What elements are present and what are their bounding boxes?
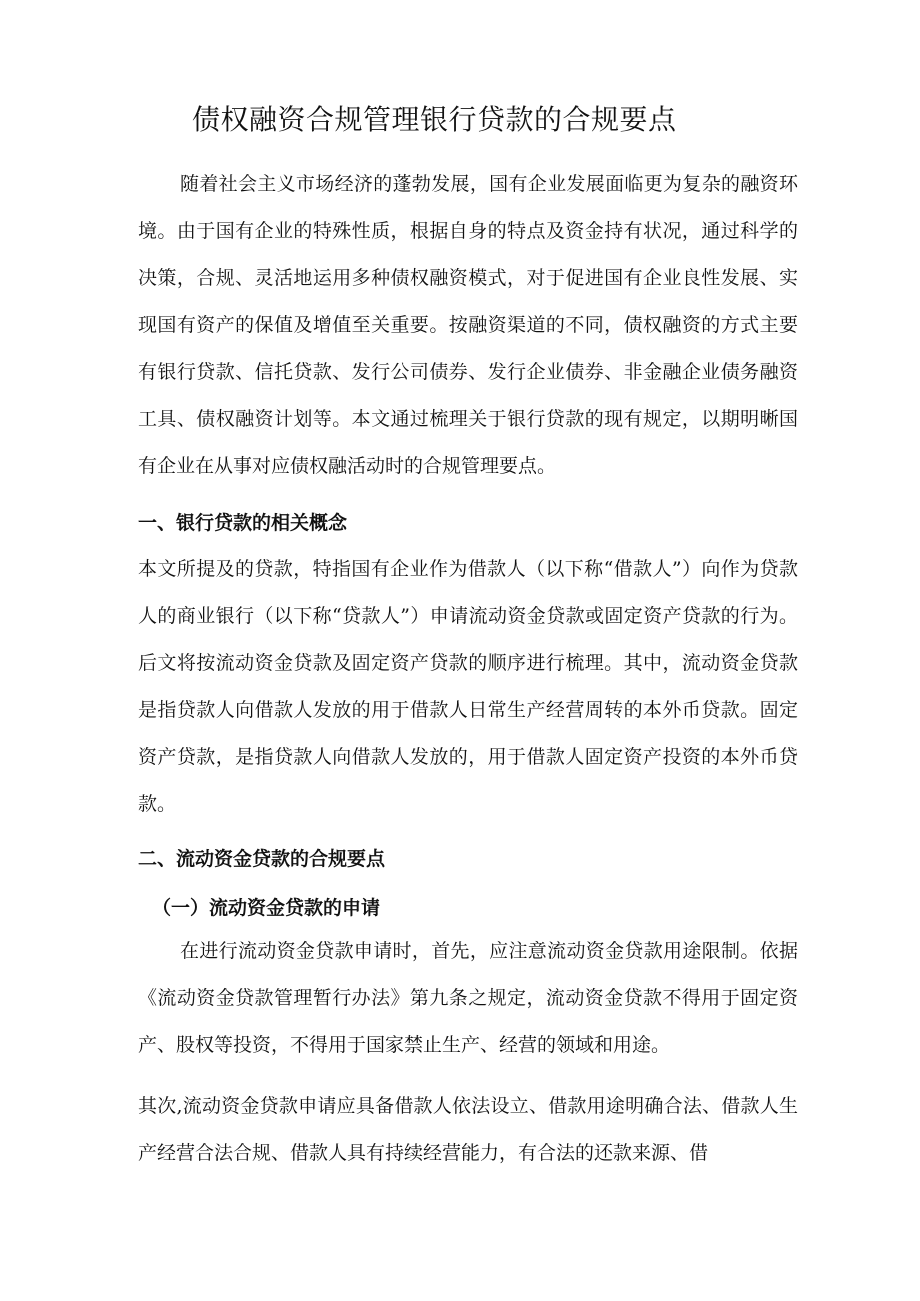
subsection-paragraph-purpose: 在进行流动资金贷款申请时，首先，应注意流动资金贷款用途限制。依据《流动资金贷款管理暂行办法》第九条之规定，流动资金贷款不得用于固定资产、股权等投资，不得用于国家禁止生产、经营的领域和用途。 [138, 940, 798, 1056]
section-heading-concepts: 一、银行贷款的相关概念 [138, 512, 348, 534]
section-paragraph-concepts: 本文所提及的贷款，特指国有企业作为借款人（以下称“借款人”）向作为贷款人的商业银行（以下称“贷款人”）申请流动资金贷款或固定资产贷款的行为。后文将按流动资金贷款及固定资产贷款的顺序进行梳理。其中，流动资金贷款是指贷款人向借款人发放的用于借款人日常生产经营周转的本外币贷款。固定资产贷款，是指贷款人向借款人发放的，用于借款人固定资产投资的本外币贷款。 [138, 558, 798, 815]
section-heading-compliance: 二、流动资金贷款的合规要点 [138, 848, 386, 870]
subsection-paragraph-requirements: 其次,流动资金贷款申请应具备借款人依法设立、借款用途明确合法、借款人生产经营合法合规、借款人具有持续经营能力，有合法的还款来源、借 [138, 1095, 798, 1164]
subsection-heading-application: （一）流动资金贷款的申请 [152, 897, 381, 919]
document-title: 债权融资合规管理银行贷款的合规要点 [192, 103, 677, 136]
intro-paragraph: 随着社会主义市场经济的蓬勃发展，国有企业发展面临更为复杂的融资环境。由于国有企业的特殊性质，根据自身的特点及资金持有状况，通过科学的决策，合规、灵活地运用多种债权融资模式，对于促进国有企业良性发展、实现国有资产的保值及增值至关重要。按融资渠道的不同，债权融资的方式主要有银行贷款、信托贷款、发行公司债券、发行企业债券、非金融企业债务融资工具、债权融资计划等。本文通过梳理关于银行贷款的现有规定，以期明晰国有企业在从事对应债权融活动时的合规管理要点。 [138, 173, 798, 477]
